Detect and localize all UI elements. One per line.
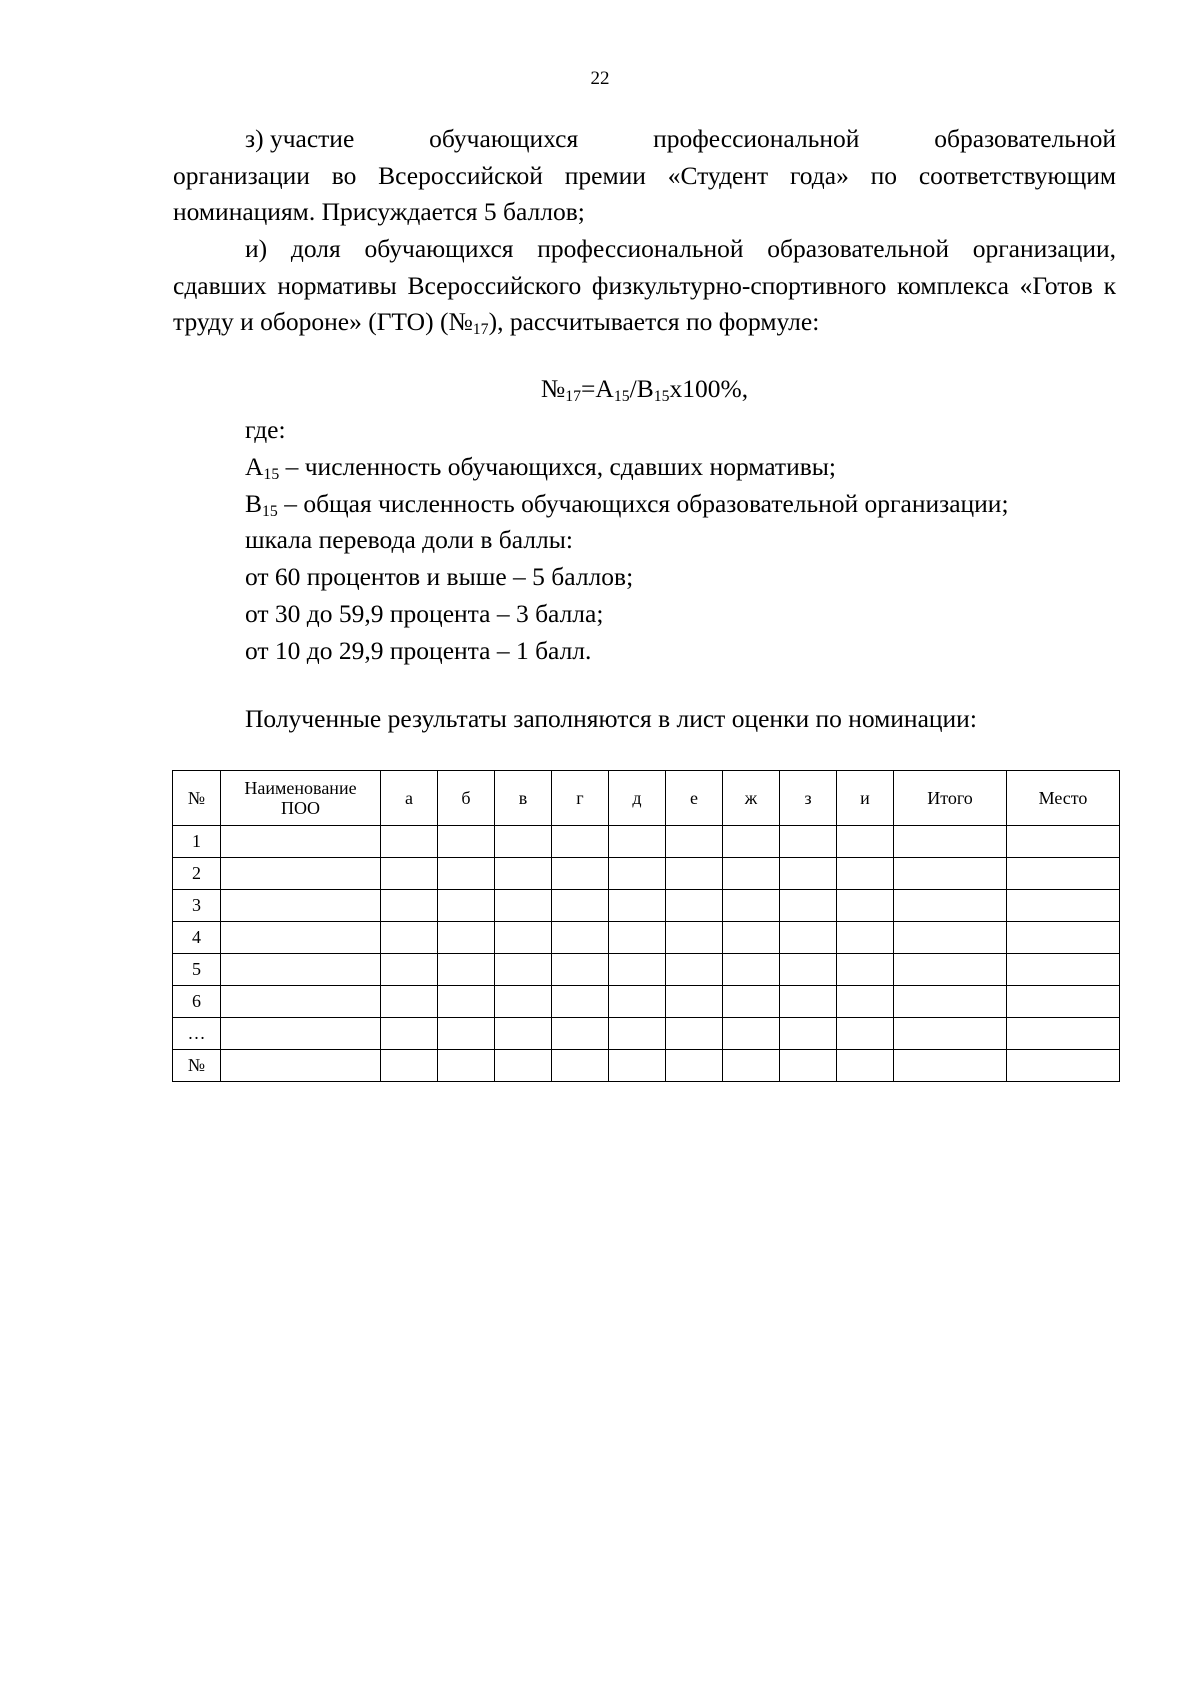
table-cell: [894, 826, 1007, 858]
row-number: 4: [173, 922, 221, 954]
table-cell: [723, 986, 780, 1018]
table-cell: [438, 826, 495, 858]
table-cell: [723, 954, 780, 986]
table-row: [173, 986, 1120, 1018]
table-cell: [894, 858, 1007, 890]
table-cell: [894, 922, 1007, 954]
table-cell: [723, 890, 780, 922]
paragraph-i-text: [173, 231, 1116, 341]
definition-a: [245, 449, 1009, 486]
table-cell: [837, 922, 894, 954]
table-cell: [780, 1050, 837, 1082]
table-cell: [1007, 826, 1120, 858]
table-cell: [1007, 922, 1120, 954]
table-cell: [723, 858, 780, 890]
table-cell: [894, 954, 1007, 986]
table-cell: [438, 1018, 495, 1050]
table-cell: [552, 986, 609, 1018]
header-b: б: [438, 771, 495, 826]
table-cell: [609, 1050, 666, 1082]
formula: [0, 374, 1200, 404]
header-a: а: [381, 771, 438, 826]
table-cell: [552, 1050, 609, 1082]
definition-b: [245, 486, 1009, 523]
table-row: [173, 890, 1120, 922]
table-row: [173, 922, 1120, 954]
header-name: [221, 771, 381, 826]
formula-part: х100%,: [669, 374, 749, 403]
word: образовательной: [934, 124, 1116, 153]
table-cell: [780, 1018, 837, 1050]
table-cell: [221, 890, 381, 922]
table-cell: [723, 1018, 780, 1050]
table-cell: [1007, 1050, 1120, 1082]
table-cell: [221, 986, 381, 1018]
table-cell: [609, 1018, 666, 1050]
formula-sub: 15: [653, 387, 670, 405]
paragraph-z: [173, 121, 1116, 231]
paragraph-z-first-line: [173, 121, 1116, 158]
table-cell: [609, 826, 666, 858]
row-number: 3: [173, 890, 221, 922]
table-cell: [221, 954, 381, 986]
table-cell: [780, 922, 837, 954]
table-row: [173, 826, 1120, 858]
header-num: №: [173, 771, 221, 826]
word: з) участие: [245, 124, 355, 153]
formula-sub: 17: [565, 387, 582, 405]
formula-sub: 15: [613, 387, 630, 405]
table-cell: [666, 954, 723, 986]
table-cell: [381, 954, 438, 986]
table-cell: [666, 1050, 723, 1082]
table-cell: [609, 922, 666, 954]
row-number: №: [173, 1050, 221, 1082]
table-row: [173, 858, 1120, 890]
word: обучающихся: [429, 124, 579, 153]
table-cell: [837, 890, 894, 922]
table-cell: [438, 1050, 495, 1082]
table-cell: [381, 1018, 438, 1050]
table-cell: [495, 922, 552, 954]
table-cell: [666, 1018, 723, 1050]
def-a-symbol: А: [245, 451, 264, 481]
table-cell: [609, 954, 666, 986]
table-cell: [221, 826, 381, 858]
table-cell: [381, 986, 438, 1018]
table-cell: [381, 1050, 438, 1082]
table-cell: [495, 826, 552, 858]
table-cell: [552, 826, 609, 858]
table-cell: [495, 954, 552, 986]
table-cell: [438, 986, 495, 1018]
table-cell: [780, 890, 837, 922]
table-cell: [666, 858, 723, 890]
table-cell: [495, 1018, 552, 1050]
table-cell: [609, 858, 666, 890]
table-cell: [381, 890, 438, 922]
table-cell: [1007, 1018, 1120, 1050]
word: профессиональной: [653, 124, 860, 153]
table-row: [173, 1018, 1120, 1050]
table-cell: [438, 890, 495, 922]
table-cell: [381, 826, 438, 858]
table-cell: [495, 858, 552, 890]
table-row: [173, 1050, 1120, 1082]
formula-part: /В: [629, 374, 654, 403]
table-cell: [837, 1050, 894, 1082]
formula-part: =А: [581, 374, 614, 403]
def-b-text: – общая численность обучающихся образовательной организации;: [277, 488, 1009, 518]
header-g: г: [552, 771, 609, 826]
header-place: Место: [1007, 771, 1120, 826]
page-number: 22: [590, 68, 610, 89]
def-a-sub: 15: [263, 465, 280, 483]
table-cell: [221, 858, 381, 890]
table-cell: [552, 858, 609, 890]
table-cell: [723, 826, 780, 858]
table-cell: [552, 922, 609, 954]
table-cell: [495, 1050, 552, 1082]
table-cell: [221, 922, 381, 954]
def-b-sub: 15: [262, 502, 278, 520]
table-cell: [221, 1018, 381, 1050]
table-cell: [438, 922, 495, 954]
header-total: Итого: [894, 771, 1007, 826]
table-cell: [837, 858, 894, 890]
table-cell: [837, 826, 894, 858]
table-cell: [894, 890, 1007, 922]
scale-line: от 30 до 59,9 процента – 3 балла;: [245, 598, 604, 628]
table-cell: [438, 954, 495, 986]
def-b-symbol: В: [245, 488, 263, 518]
header-z: з: [780, 771, 837, 826]
paragraph-i-after: ), рассчитывается по формуле:: [488, 307, 820, 336]
table-cell: [780, 954, 837, 986]
header-zh: ж: [723, 771, 780, 826]
table-cell: [723, 1050, 780, 1082]
table-cell: [666, 890, 723, 922]
formula-part: №: [540, 374, 566, 403]
scale-line: от 10 до 29,9 процента – 1 балл.: [245, 635, 592, 665]
table-cell: [666, 986, 723, 1018]
header-name-line1: Наименование: [244, 778, 357, 798]
table-cell: [837, 986, 894, 1018]
table-cell: [894, 1050, 1007, 1082]
table-cell: [780, 826, 837, 858]
where-label: где:: [245, 415, 286, 444]
table-cell: [666, 826, 723, 858]
table-cell: [1007, 858, 1120, 890]
paragraph-i: [173, 231, 1116, 341]
row-number: 1: [173, 826, 221, 858]
table-cell: [552, 890, 609, 922]
table-body: [173, 826, 1120, 1082]
scale-title: шкала перевода доли в баллы:: [245, 525, 573, 555]
table-cell: [666, 922, 723, 954]
row-number: 6: [173, 986, 221, 1018]
results-intro: Полученные результаты заполняются в лист оценки по номинации:: [245, 704, 977, 733]
table-cell: [381, 858, 438, 890]
row-number: 2: [173, 858, 221, 890]
row-number: 5: [173, 954, 221, 986]
row-number: …: [173, 1018, 221, 1050]
table-cell: [1007, 954, 1120, 986]
table-cell: [723, 922, 780, 954]
header-name-line2: ПОО: [281, 798, 320, 818]
score-table: [172, 770, 1120, 1082]
table-row: [173, 954, 1120, 986]
header-d: д: [609, 771, 666, 826]
def-a-text: – численность обучающихся, сдавших нормативы;: [279, 451, 836, 481]
table-cell: [780, 986, 837, 1018]
table-cell: [495, 986, 552, 1018]
header-i: и: [837, 771, 894, 826]
table-cell: [495, 890, 552, 922]
table-cell: [552, 1018, 609, 1050]
scale-line: от 60 процентов и выше – 5 баллов;: [245, 562, 634, 592]
paragraph-z-rest: организации во Всероссийской премии «Студент года» по соответствующим номинациям. Присуждается 5 баллов;: [173, 160, 1116, 226]
table-cell: [1007, 890, 1120, 922]
paragraph-i-before: и) доля обучающихся профессиональной образовательной организации, сдавших нормативы Всероссийского физкультурно-спортивного комплекса «Готов к труду и обороне» (ГТО) (№: [173, 234, 1116, 336]
table-cell: [894, 1018, 1007, 1050]
definitions-block: [245, 412, 1009, 670]
header-e: е: [666, 771, 723, 826]
table-cell: [1007, 986, 1120, 1018]
table-cell: [609, 890, 666, 922]
table-cell: [837, 1018, 894, 1050]
table-cell: [438, 858, 495, 890]
header-v: в: [495, 771, 552, 826]
table-cell: [552, 954, 609, 986]
table-header-row: [173, 771, 1120, 826]
table-cell: [894, 986, 1007, 1018]
table-cell: [837, 954, 894, 986]
table-cell: [381, 922, 438, 954]
paragraph-i-subscript: 17: [472, 320, 489, 338]
table-cell: [221, 1050, 381, 1082]
table-cell: [609, 986, 666, 1018]
table-cell: [780, 858, 837, 890]
